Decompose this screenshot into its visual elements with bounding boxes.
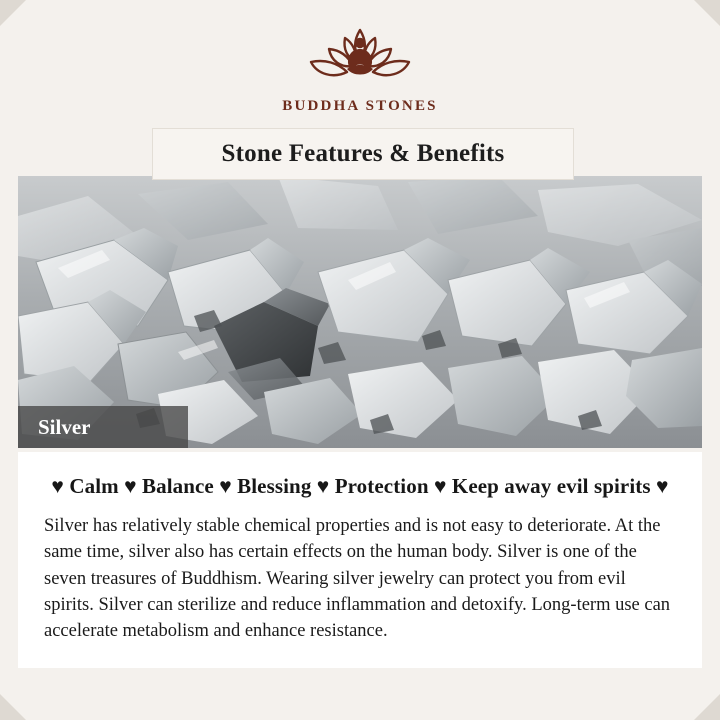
corner-accent-bottom-right — [694, 694, 720, 720]
hero-image — [18, 176, 702, 448]
stone-name-text: Silver — [38, 414, 91, 439]
brand-name: BUDDHA STONES — [282, 98, 438, 114]
benefit-keywords: ♥ Calm ♥ Balance ♥ Blessing ♥ Protection ♥ Keep away evil spirits ♥ — [51, 474, 669, 498]
lotus-meditation-icon — [285, 22, 435, 94]
stone-description: Silver has relatively stable chemical properties and is not easy to deteriorate. At the same time, silver also has certain effects on the human body. Silver is one of the seven treasures of Buddhism. Wearing silver jewelry can protect you from evil spirits. Silver can sterilize and reduce inflammation and detoxify. Long-term use can accelerate metabolism and enhance resistance. — [44, 516, 671, 642]
content-panel — [18, 452, 702, 668]
stone-name-badge — [18, 406, 188, 448]
corner-accent-top-left — [0, 0, 26, 26]
brand-logo — [0, 22, 720, 115]
corner-accent-top-right — [694, 0, 720, 26]
page-title — [152, 128, 574, 180]
corner-accent-bottom-left — [0, 694, 26, 720]
page-title-text: Stone Features & Benefits — [221, 140, 505, 167]
